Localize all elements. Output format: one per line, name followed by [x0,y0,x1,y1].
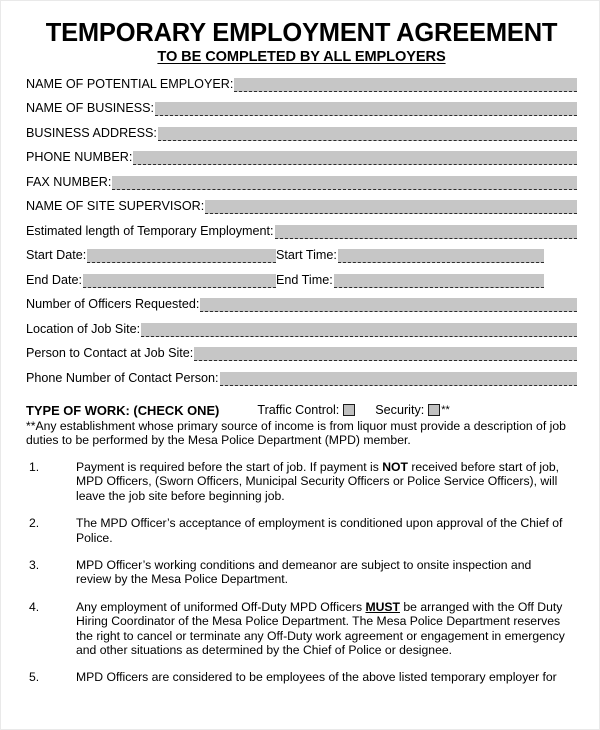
clause-text: MPD Officers are considered to be employees of the above listed temporary employer for [76,670,557,685]
security-checkbox[interactable] [428,404,440,416]
field-label: Number of Officers Requested: [26,297,200,312]
field-label: Phone Number of Contact Person: [26,370,219,385]
form-row-end [26,274,577,288]
clause-text: Any employment of uniformed Off-Duty MPD Officers MUST be arranged with the Off Duty Hiring Coordinator of the Mesa Police Department. The Mesa Police Department reserves the right to cancel or terminate any Off-Duty work agreement or engagement in emergency and other situations as determined by the Chief of Police or designee. [76,599,565,658]
document-body [1,1,599,685]
field-input-start-time[interactable] [338,249,544,263]
field-label: End Date: [26,272,83,287]
clause-item [26,516,577,545]
field-label: NAME OF SITE SUPERVISOR: [26,199,205,214]
field-input-name-of-potential-employer[interactable] [234,78,577,92]
field-input-phone-number-of-contact-person[interactable] [220,372,577,386]
field-input-estimated-length[interactable] [275,225,577,239]
security-footnote-marker: ** [441,404,450,417]
form-row [26,127,577,141]
clause-number: 3. [29,557,40,572]
field-label: PHONE NUMBER: [26,150,133,165]
field-input-phone-number[interactable] [133,151,577,165]
clause-item [26,558,577,587]
form-row [26,78,577,92]
field-input-start-date[interactable] [87,249,276,263]
form-row [26,176,577,190]
form-row [26,372,577,386]
field-input-name-of-business[interactable] [155,102,577,116]
type-of-work-heading: TYPE OF WORK: (CHECK ONE) [26,402,220,418]
field-input-person-to-contact[interactable] [194,347,577,361]
field-label: Location of Job Site: [26,321,141,336]
form-row [26,225,577,239]
form-row [26,102,577,116]
document-title: TEMPORARY EMPLOYMENT AGREEMENT [45,19,558,47]
clause-text: MPD Officer’s working conditions and demeanor are subject to onsite inspection and review by the Mesa Police Department. [76,557,532,587]
field-label: End Time: [276,272,333,287]
field-label: Start Time: [276,248,337,263]
end-time-group [276,274,544,288]
clause-item [26,670,577,684]
form-row [26,347,577,361]
field-label: NAME OF BUSINESS: [26,101,155,116]
field-input-name-of-site-supervisor[interactable] [205,200,577,214]
field-input-end-date[interactable] [83,274,276,288]
field-input-number-of-officers-requested[interactable] [200,298,577,312]
form-row-start [26,249,577,263]
clause-item [26,460,577,503]
field-label: Estimated length of Temporary Employment: [26,223,274,238]
clause-number: 4. [29,599,40,614]
clauses-section [26,460,577,685]
field-label: Start Date: [26,248,87,263]
clause-number: 2. [29,516,40,531]
form-row [26,298,577,312]
start-date-group [26,249,276,263]
security-option[interactable] [375,403,450,417]
start-time-group [276,249,544,263]
clause-text: The MPD Officer’s acceptance of employment is conditioned upon approval of the Chief of Police. [76,516,563,545]
form-row [26,323,577,337]
footnote-line-2: job duties to be performed by the Mesa Police Department (MPD) member. [26,418,566,447]
field-input-end-time[interactable] [334,274,544,288]
clause-item [26,600,577,658]
field-label: FAX NUMBER: [26,174,112,189]
field-label: NAME OF POTENTIAL EMPLOYER: [26,76,234,91]
traffic-control-checkbox[interactable] [343,404,355,416]
field-input-location-of-job-site[interactable] [141,323,577,337]
document-subtitle: TO BE COMPLETED BY ALL EMPLOYERS [157,48,446,65]
clause-number: 5. [29,670,40,685]
schedule-section [26,249,577,288]
liquor-footnote [26,419,577,447]
field-label: BUSINESS ADDRESS: [26,125,157,140]
form-row [26,151,577,165]
clause-text: Payment is required before the start of job. If payment is NOT received before start of job, MPD Officers, (Sworn Officers, Municipal Security Officers or Police Service Officers), will leave the job site before beginning job. [76,459,560,503]
footnote-line-1: **Any establishment whose primary source of income is from liquor must provide a description of [26,418,547,433]
employer-information-section [26,78,577,239]
form-row [26,200,577,214]
traffic-control-label: Traffic Control: [257,403,340,418]
security-label: Security: [375,403,425,418]
end-date-group [26,274,276,288]
traffic-control-option[interactable] [257,403,355,417]
type-of-work-section [26,403,577,418]
field-input-fax-number[interactable] [112,176,577,190]
clause-number: 1. [29,459,40,474]
job-site-section [26,298,577,386]
field-label: Person to Contact at Job Site: [26,346,194,361]
field-input-business-address[interactable] [158,127,577,141]
